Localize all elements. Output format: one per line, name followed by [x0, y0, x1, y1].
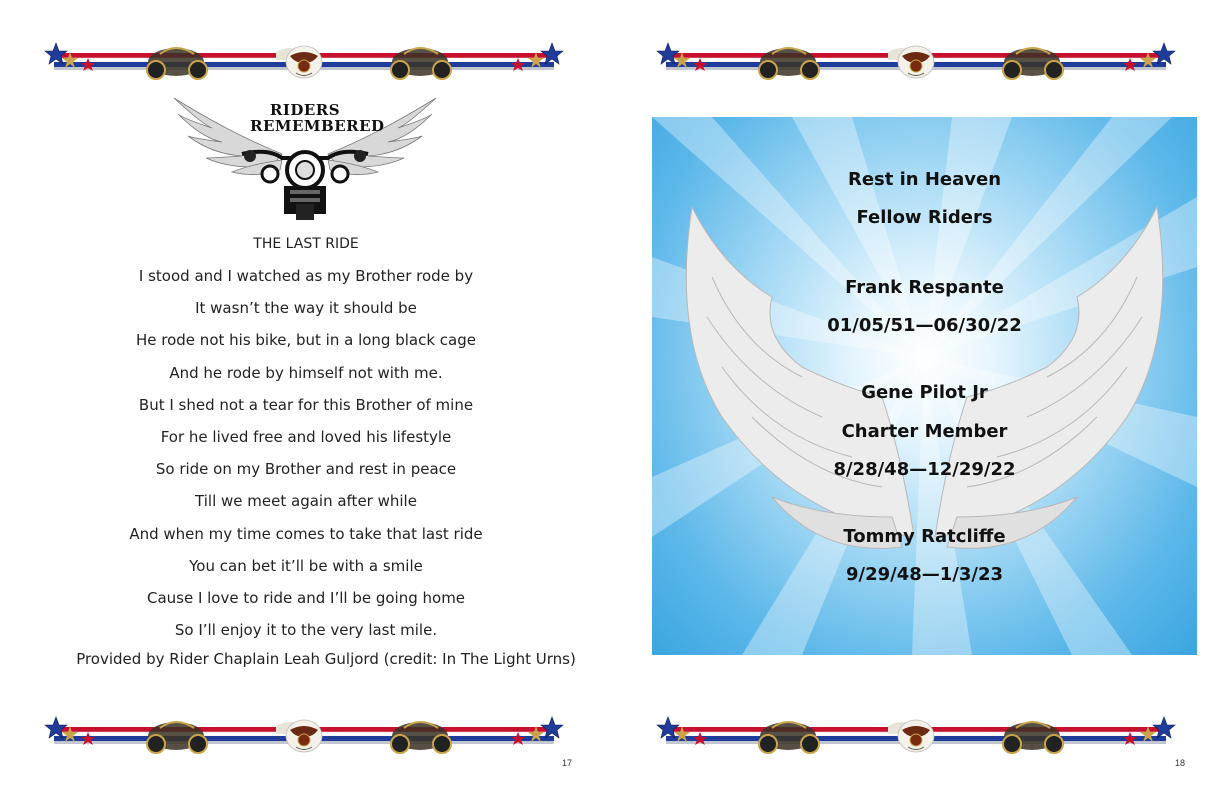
motorcycle-icon	[147, 722, 207, 753]
poem-line: I stood and I watched as my Brother rode by	[138, 267, 474, 285]
banner-top	[652, 40, 1180, 82]
rider-name: Gene Pilot Jr	[861, 382, 988, 403]
motorcycle-icon	[759, 722, 819, 753]
motorcycle-icon	[147, 48, 207, 79]
logo-text	[250, 101, 385, 135]
memorial-heading-1: Rest in Heaven	[847, 169, 1002, 190]
poem	[0, 232, 612, 650]
rider-dates: 01/05/51—06/30/22	[827, 315, 1022, 336]
poem-line: Till we meet again after while	[195, 492, 417, 511]
rider-dates: 9/29/48—1/3/23	[845, 564, 1004, 585]
logo-line-1: RIDERS	[269, 101, 341, 119]
rider-title: Charter Member	[841, 421, 1008, 442]
right-page	[612, 0, 1224, 792]
banner-bottom	[40, 714, 568, 756]
poem-line: He rode not his bike, but in a long black cage	[136, 331, 476, 350]
rider-name: Frank Respante	[845, 277, 1004, 298]
poem-line: You can bet it’ll be with a smile	[189, 556, 423, 575]
motorcycle-icon	[391, 722, 451, 753]
motorcycle-icon	[1003, 722, 1063, 753]
poem-line: So ride on my Brother and rest in peace	[155, 460, 457, 479]
poem-line: And he rode by himself not with me.	[169, 363, 443, 382]
motorcycle-icon	[759, 48, 819, 79]
poem-line: For he lived free and loved his lifestyle	[160, 427, 452, 446]
riders-remembered-logo	[172, 94, 438, 222]
motorcycle-icon	[1003, 48, 1063, 79]
rider-dates: 8/28/48—12/29/22	[833, 459, 1016, 480]
poem-line: So I’ll enjoy it to the very last mile.	[174, 621, 438, 640]
poem-line: It wasn’t the way it should be	[195, 299, 417, 318]
rider-name: Tommy Ratcliffe	[843, 526, 1006, 547]
memorial-heading-2: Fellow Riders	[856, 207, 993, 228]
page-number: 18	[1175, 758, 1186, 768]
page-number: 17	[562, 758, 573, 768]
memorial-panel	[652, 117, 1197, 655]
poem-line: But I shed not a tear for this Brother of mine	[138, 395, 474, 414]
poem-line: Cause I love to ride and I’ll be going home	[146, 588, 466, 607]
banner-bottom	[652, 714, 1180, 756]
motorcycle-icon	[391, 48, 451, 79]
poem-title: THE LAST RIDE	[253, 236, 359, 252]
logo-line-2: REMEMBERED	[250, 117, 385, 135]
poem-credit: Provided by Rider Chaplain Leah Guljord (credit: In The Light Urns)	[76, 650, 576, 668]
poem-line: And when my time comes to take that last ride	[129, 524, 483, 543]
banner-top	[40, 40, 568, 82]
